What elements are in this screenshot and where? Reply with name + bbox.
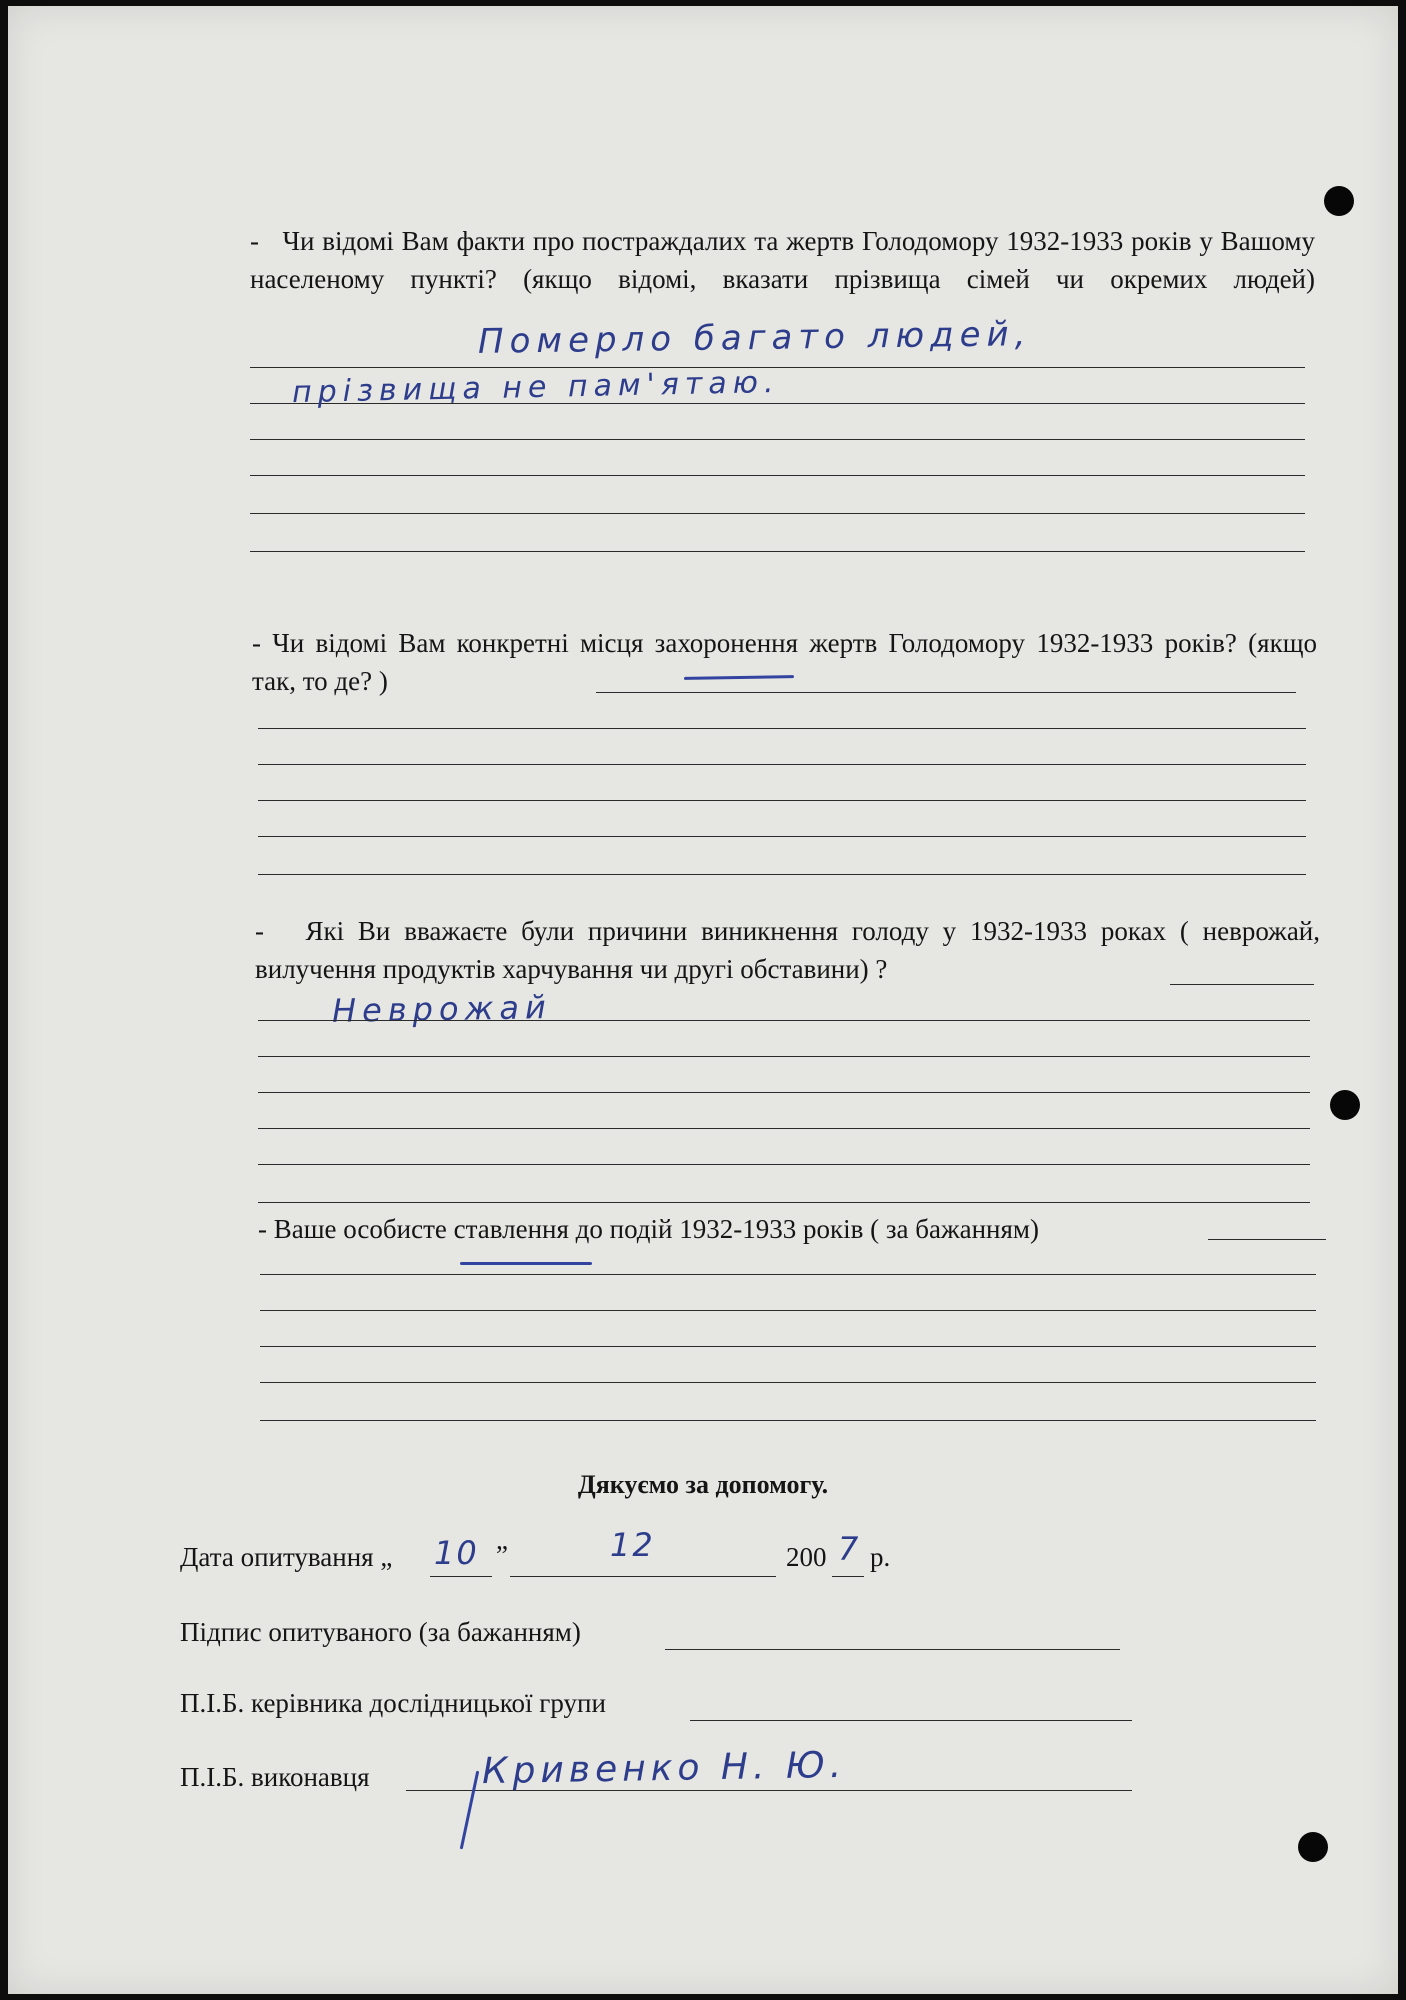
thanks-note: Дякуємо за допомогу. xyxy=(577,1470,829,1499)
answer-line xyxy=(250,513,1305,514)
handwritten-answer-1: Померло багато людей, xyxy=(477,314,1032,362)
question-3: - Які Ви вважаєте були причини виникнення голоду у 1932-1933 роках ( неврожай, вилучення продуктів харчування чи другі обставини) ? xyxy=(255,916,1320,984)
answer-line xyxy=(1208,1239,1326,1240)
question-4: - Ваше особисте ставлення до подій 1932-1933 років ( за бажанням) xyxy=(258,1214,1039,1244)
date-month-blank xyxy=(510,1576,776,1577)
executor-label: П.І.Б. виконавця xyxy=(180,1762,370,1792)
answer-line xyxy=(260,1310,1316,1311)
answer-line xyxy=(250,439,1305,440)
handwritten-answer-3: Неврожай xyxy=(331,988,553,1030)
handwritten-answer-1-cont: прізвища не пам'ятаю. xyxy=(291,364,780,411)
answer-line xyxy=(1170,984,1314,985)
date-quote: ” xyxy=(496,1540,508,1570)
answer-line xyxy=(258,800,1306,801)
answer-line xyxy=(258,1202,1310,1203)
question-1: - Чи відомі Вам факти про постраждалих та жертв Голодомору 1932-1933 років у Вашому населеному пункті? (якщо відомі, вказати прізвища сімей чи окремих людей) xyxy=(250,226,1315,294)
answer-line xyxy=(260,1382,1316,1383)
leader-blank xyxy=(690,1720,1132,1721)
answer-line xyxy=(258,1164,1310,1165)
answer-line xyxy=(260,1420,1316,1421)
date-day-value: 10 xyxy=(434,1534,479,1572)
signature-blank xyxy=(665,1649,1120,1650)
signature-label: Підпис опитуваного (за бажанням) xyxy=(180,1617,581,1647)
date-month-value: 12 xyxy=(610,1526,655,1564)
date-year-digit: 7 xyxy=(838,1530,859,1568)
date-label: Дата опитування „ xyxy=(180,1542,393,1572)
question-2: - Чи відомі Вам конкретні місця захоронення жертв Голодомору 1932-1933 років? (якщо так, то де? ) xyxy=(252,628,1317,696)
answer-line xyxy=(258,1020,1310,1021)
answer-line xyxy=(258,728,1306,729)
date-day-blank xyxy=(430,1576,492,1577)
answer-line xyxy=(258,874,1306,875)
punch-hole-middle xyxy=(1330,1090,1360,1120)
answer-line xyxy=(250,551,1305,552)
date-suffix: р. xyxy=(870,1542,891,1572)
leader-label: П.І.Б. керівника дослідницької групи xyxy=(180,1688,606,1718)
date-year-blank xyxy=(832,1576,864,1577)
answer-line xyxy=(250,475,1305,476)
answer-line xyxy=(258,836,1306,837)
date-year-prefix: 200 xyxy=(786,1542,827,1572)
answer-line xyxy=(260,1346,1316,1347)
answer-line xyxy=(258,1056,1310,1057)
answer-line xyxy=(260,1274,1316,1275)
pen-underline xyxy=(460,1262,592,1265)
answer-line xyxy=(258,1092,1310,1093)
answer-line xyxy=(258,764,1306,765)
answer-line xyxy=(258,1128,1310,1129)
executor-handwritten-name: Кривенко Н. Ю. xyxy=(481,1744,847,1793)
answer-line xyxy=(596,692,1296,693)
punch-hole-top xyxy=(1324,186,1354,216)
punch-hole-bottom xyxy=(1298,1832,1328,1862)
